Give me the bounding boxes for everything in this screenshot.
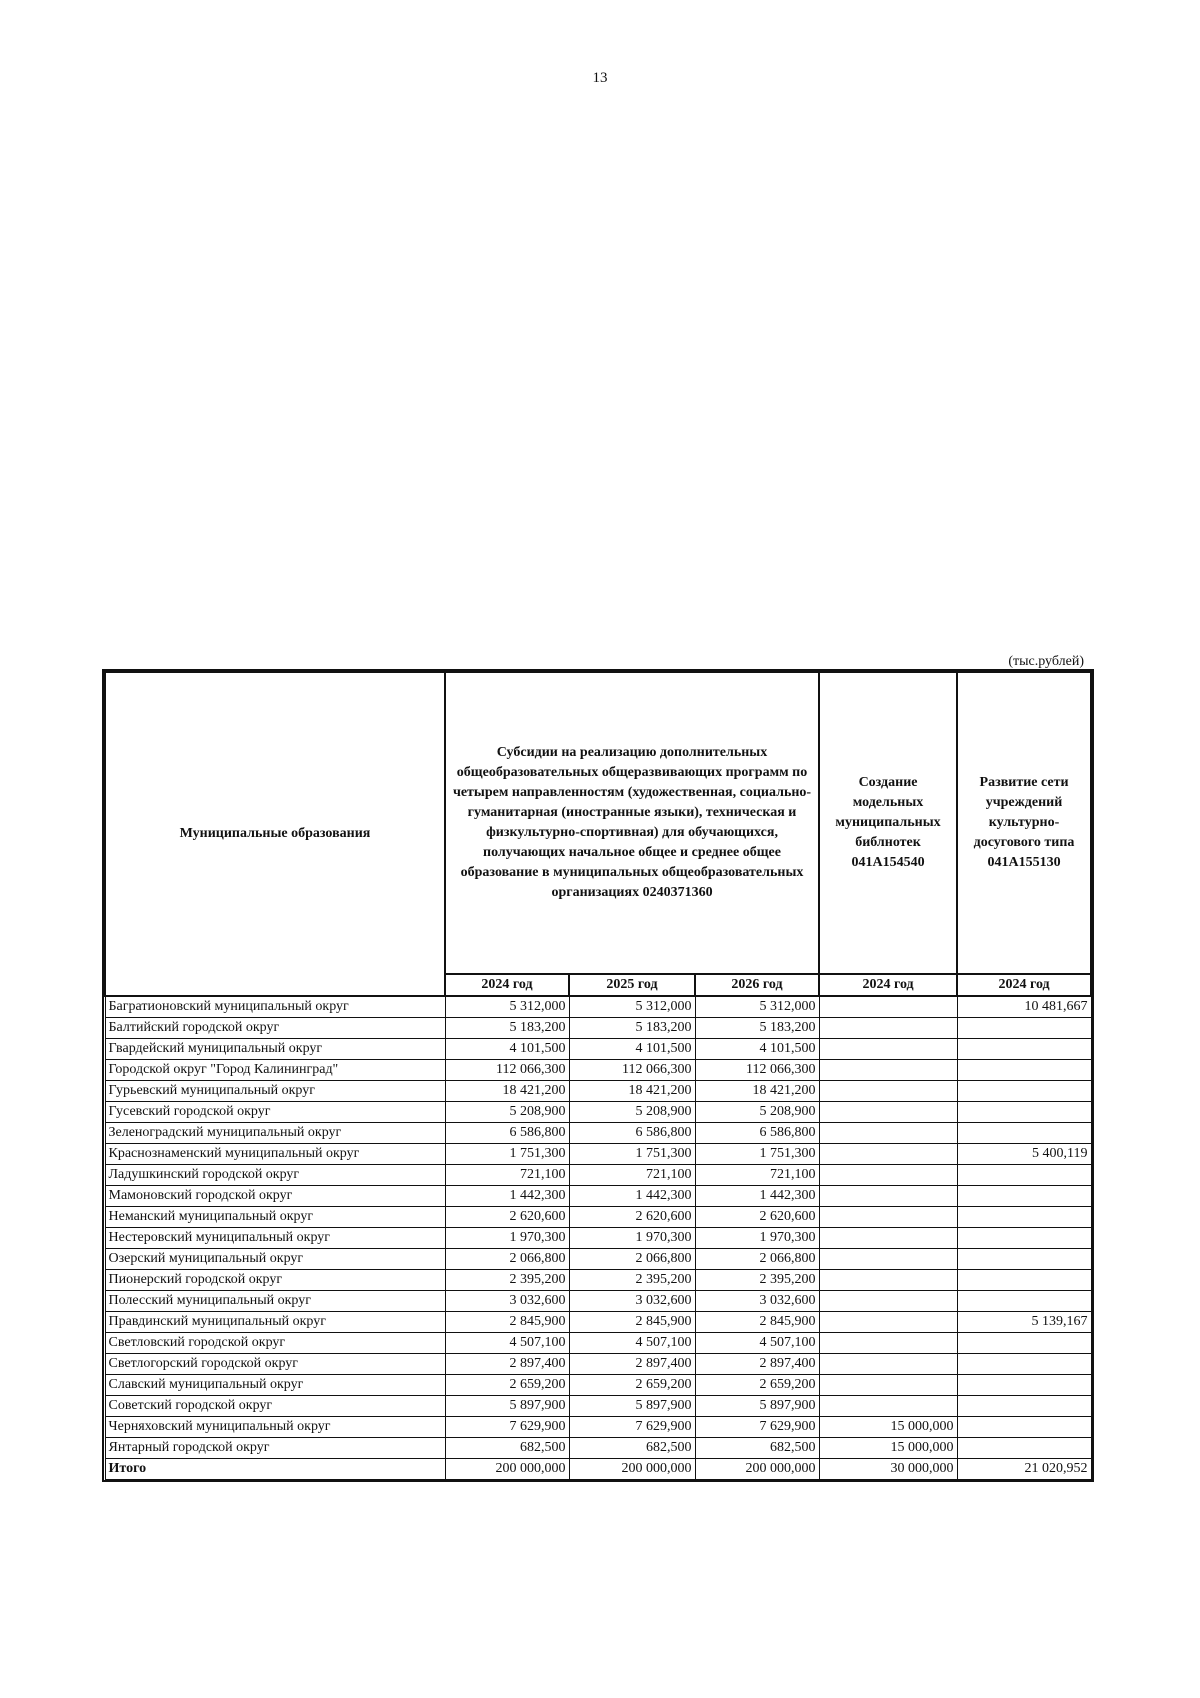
- municipality-name: Светлогорский городской округ: [105, 1354, 445, 1375]
- value-2025: 2 897,400: [569, 1354, 695, 1375]
- header-year-2024-culture: 2024 год: [957, 974, 1091, 996]
- value-2026: 4 101,500: [695, 1039, 819, 1060]
- value-culture: [957, 1018, 1091, 1039]
- table-row: [105, 1438, 1091, 1459]
- municipality-name: Багратионовский муниципальный округ: [105, 996, 445, 1018]
- page-number: 13: [592, 70, 608, 86]
- value-libraries: 15 000,000: [819, 1438, 957, 1459]
- table-row: [105, 1396, 1091, 1417]
- total-libraries: 30 000,000: [819, 1459, 957, 1480]
- value-2026: 2 897,400: [695, 1354, 819, 1375]
- table-row: [105, 1144, 1091, 1165]
- value-2025: 3 032,600: [569, 1291, 695, 1312]
- total-2026: 200 000,000: [695, 1459, 819, 1480]
- value-2024: 2 659,200: [445, 1375, 569, 1396]
- value-2024: 682,500: [445, 1438, 569, 1459]
- header-year-2025: 2025 год: [569, 974, 695, 996]
- total-2025: 200 000,000: [569, 1459, 695, 1480]
- municipality-name: Городской округ "Город Калининград": [105, 1060, 445, 1081]
- value-culture: 5 400,119: [957, 1144, 1091, 1165]
- value-2026: 112 066,300: [695, 1060, 819, 1081]
- municipality-name: Мамоновский городской округ: [105, 1186, 445, 1207]
- value-2026: 7 629,900: [695, 1417, 819, 1438]
- value-2026: 3 032,600: [695, 1291, 819, 1312]
- value-2026: 2 845,900: [695, 1312, 819, 1333]
- municipality-name: Светловский городской округ: [105, 1333, 445, 1354]
- value-2024: 4 507,100: [445, 1333, 569, 1354]
- value-2024: 4 101,500: [445, 1039, 569, 1060]
- table-row: [105, 1039, 1091, 1060]
- value-2024: 18 421,200: [445, 1081, 569, 1102]
- municipality-name: Советский городской округ: [105, 1396, 445, 1417]
- value-2025: 18 421,200: [569, 1081, 695, 1102]
- value-2026: 2 066,800: [695, 1249, 819, 1270]
- value-2024: 721,100: [445, 1165, 569, 1186]
- value-2026: 2 659,200: [695, 1375, 819, 1396]
- value-culture: [957, 1396, 1091, 1417]
- value-culture: [957, 1270, 1091, 1291]
- value-2025: 4 507,100: [569, 1333, 695, 1354]
- value-culture: [957, 1102, 1091, 1123]
- value-2025: 1 751,300: [569, 1144, 695, 1165]
- table-row: [105, 1165, 1091, 1186]
- value-libraries: [819, 1354, 957, 1375]
- value-2024: 5 208,900: [445, 1102, 569, 1123]
- table-row: [105, 1018, 1091, 1039]
- municipality-name: Правдинский муниципальный округ: [105, 1312, 445, 1333]
- value-2024: 1 970,300: [445, 1228, 569, 1249]
- value-2026: 721,100: [695, 1165, 819, 1186]
- table-row: [105, 1102, 1091, 1123]
- value-2026: 5 183,200: [695, 1018, 819, 1039]
- table-body: [105, 996, 1091, 1480]
- table-row: [105, 1186, 1091, 1207]
- value-libraries: [819, 1333, 957, 1354]
- value-libraries: [819, 1039, 957, 1060]
- value-libraries: 15 000,000: [819, 1417, 957, 1438]
- value-2025: 4 101,500: [569, 1039, 695, 1060]
- table-row: [105, 1417, 1091, 1438]
- value-2025: 5 208,900: [569, 1102, 695, 1123]
- header-year-2024-libraries: 2024 год: [819, 974, 957, 996]
- value-libraries: [819, 1102, 957, 1123]
- value-2025: 2 845,900: [569, 1312, 695, 1333]
- value-libraries: [819, 1207, 957, 1228]
- value-culture: [957, 1123, 1091, 1144]
- value-culture: [957, 1438, 1091, 1459]
- value-libraries: [819, 1396, 957, 1417]
- value-culture: [957, 1228, 1091, 1249]
- table-row: [105, 1375, 1091, 1396]
- value-2025: 112 066,300: [569, 1060, 695, 1081]
- value-culture: 5 139,167: [957, 1312, 1091, 1333]
- municipality-name: Зеленоградский муниципальный округ: [105, 1123, 445, 1144]
- value-2024: 2 066,800: [445, 1249, 569, 1270]
- value-2025: 5 312,000: [569, 996, 695, 1018]
- value-2026: 5 312,000: [695, 996, 819, 1018]
- value-libraries: [819, 1270, 957, 1291]
- table-header: [105, 672, 1091, 996]
- table-row: [105, 1081, 1091, 1102]
- total-row: [105, 1459, 1091, 1480]
- header-subsidy-programs: Субсидии на реализацию дополнительных общеобразовательных общеразвивающих программ по четырем направленностям (художественная, социально-гуманитарная (иностранные языки), техническая и физкультурно-спортивная) для обучающихся, получающих начальное общее и среднее общее образование в муниципальных общеобразовательных организациях 0240371360: [445, 672, 819, 974]
- value-culture: [957, 1207, 1091, 1228]
- value-2025: 2 066,800: [569, 1249, 695, 1270]
- value-2024: 1 751,300: [445, 1144, 569, 1165]
- table-row: [105, 1291, 1091, 1312]
- value-libraries: [819, 1228, 957, 1249]
- value-culture: [957, 1165, 1091, 1186]
- value-libraries: [819, 1123, 957, 1144]
- value-culture: [957, 1186, 1091, 1207]
- value-libraries: [819, 1018, 957, 1039]
- value-libraries: [819, 1375, 957, 1396]
- municipality-name: Балтийский городской округ: [105, 1018, 445, 1039]
- value-2024: 2 897,400: [445, 1354, 569, 1375]
- table-row: [105, 996, 1091, 1018]
- value-culture: [957, 1333, 1091, 1354]
- municipality-name: Полесский муниципальный округ: [105, 1291, 445, 1312]
- value-2024: 2 395,200: [445, 1270, 569, 1291]
- municipality-name: Гвардейский муниципальный округ: [105, 1039, 445, 1060]
- municipality-name: Гусевский городской округ: [105, 1102, 445, 1123]
- subsidy-table: [104, 671, 1092, 1480]
- value-2026: 2 395,200: [695, 1270, 819, 1291]
- value-2024: 5 312,000: [445, 996, 569, 1018]
- total-culture: 21 020,952: [957, 1459, 1091, 1480]
- value-culture: [957, 1039, 1091, 1060]
- value-culture: [957, 1417, 1091, 1438]
- value-2024: 6 586,800: [445, 1123, 569, 1144]
- value-2026: 1 751,300: [695, 1144, 819, 1165]
- value-2025: 682,500: [569, 1438, 695, 1459]
- value-culture: [957, 1375, 1091, 1396]
- municipality-name: Ладушкинский городской округ: [105, 1165, 445, 1186]
- value-2026: 4 507,100: [695, 1333, 819, 1354]
- table-row: [105, 1228, 1091, 1249]
- municipality-name: Черняховский муниципальный округ: [105, 1417, 445, 1438]
- value-2025: 1 442,300: [569, 1186, 695, 1207]
- table-row: [105, 1060, 1091, 1081]
- subsidy-table-container: [104, 671, 1090, 1480]
- value-culture: [957, 1060, 1091, 1081]
- units-label: (тыс.рублей): [1008, 654, 1084, 669]
- total-2024: 200 000,000: [445, 1459, 569, 1480]
- municipality-name: Нестеровский муниципальный округ: [105, 1228, 445, 1249]
- value-culture: 10 481,667: [957, 996, 1091, 1018]
- header-culture-network: Развитие сети учреждений культурно-досугового типа 041А155130: [957, 672, 1091, 974]
- municipality-name: Озерский муниципальный округ: [105, 1249, 445, 1270]
- value-libraries: [819, 1249, 957, 1270]
- value-2025: 2 620,600: [569, 1207, 695, 1228]
- value-2026: 1 970,300: [695, 1228, 819, 1249]
- value-2026: 5 208,900: [695, 1102, 819, 1123]
- value-2024: 112 066,300: [445, 1060, 569, 1081]
- value-2024: 5 183,200: [445, 1018, 569, 1039]
- value-libraries: [819, 1165, 957, 1186]
- table-row: [105, 1249, 1091, 1270]
- total-label: Итого: [105, 1459, 445, 1480]
- header-municipality: Муниципальные образования: [105, 672, 445, 996]
- value-culture: [957, 1354, 1091, 1375]
- table-row: [105, 1270, 1091, 1291]
- municipality-name: Янтарный городской округ: [105, 1438, 445, 1459]
- value-2024: 2 845,900: [445, 1312, 569, 1333]
- value-2024: 3 032,600: [445, 1291, 569, 1312]
- header-model-libraries: Создание модельных муниципальных библнотек 041А154540: [819, 672, 957, 974]
- value-libraries: [819, 1081, 957, 1102]
- value-2025: 2 659,200: [569, 1375, 695, 1396]
- value-culture: [957, 1249, 1091, 1270]
- value-2024: 2 620,600: [445, 1207, 569, 1228]
- value-2026: 1 442,300: [695, 1186, 819, 1207]
- value-2025: 7 629,900: [569, 1417, 695, 1438]
- table-row: [105, 1312, 1091, 1333]
- value-libraries: [819, 1060, 957, 1081]
- municipality-name: Неманский муниципальный округ: [105, 1207, 445, 1228]
- municipality-name: Пионерский городской округ: [105, 1270, 445, 1291]
- value-2025: 721,100: [569, 1165, 695, 1186]
- value-libraries: [819, 1186, 957, 1207]
- value-2025: 6 586,800: [569, 1123, 695, 1144]
- value-2025: 2 395,200: [569, 1270, 695, 1291]
- value-libraries: [819, 996, 957, 1018]
- value-2026: 682,500: [695, 1438, 819, 1459]
- value-libraries: [819, 1312, 957, 1333]
- header-year-2024: 2024 год: [445, 974, 569, 996]
- value-culture: [957, 1291, 1091, 1312]
- value-2025: 5 897,900: [569, 1396, 695, 1417]
- value-2026: 2 620,600: [695, 1207, 819, 1228]
- value-libraries: [819, 1144, 957, 1165]
- value-2025: 1 970,300: [569, 1228, 695, 1249]
- value-culture: [957, 1081, 1091, 1102]
- table-row: [105, 1123, 1091, 1144]
- value-2025: 5 183,200: [569, 1018, 695, 1039]
- value-2024: 5 897,900: [445, 1396, 569, 1417]
- header-year-2026: 2026 год: [695, 974, 819, 996]
- table-row: [105, 1354, 1091, 1375]
- value-libraries: [819, 1291, 957, 1312]
- value-2026: 6 586,800: [695, 1123, 819, 1144]
- value-2024: 1 442,300: [445, 1186, 569, 1207]
- value-2024: 7 629,900: [445, 1417, 569, 1438]
- table-row: [105, 1333, 1091, 1354]
- table-row: [105, 1207, 1091, 1228]
- value-2026: 18 421,200: [695, 1081, 819, 1102]
- municipality-name: Краснознаменский муниципальный округ: [105, 1144, 445, 1165]
- municipality-name: Славский муниципальный округ: [105, 1375, 445, 1396]
- municipality-name: Гурьевский муниципальный округ: [105, 1081, 445, 1102]
- value-2026: 5 897,900: [695, 1396, 819, 1417]
